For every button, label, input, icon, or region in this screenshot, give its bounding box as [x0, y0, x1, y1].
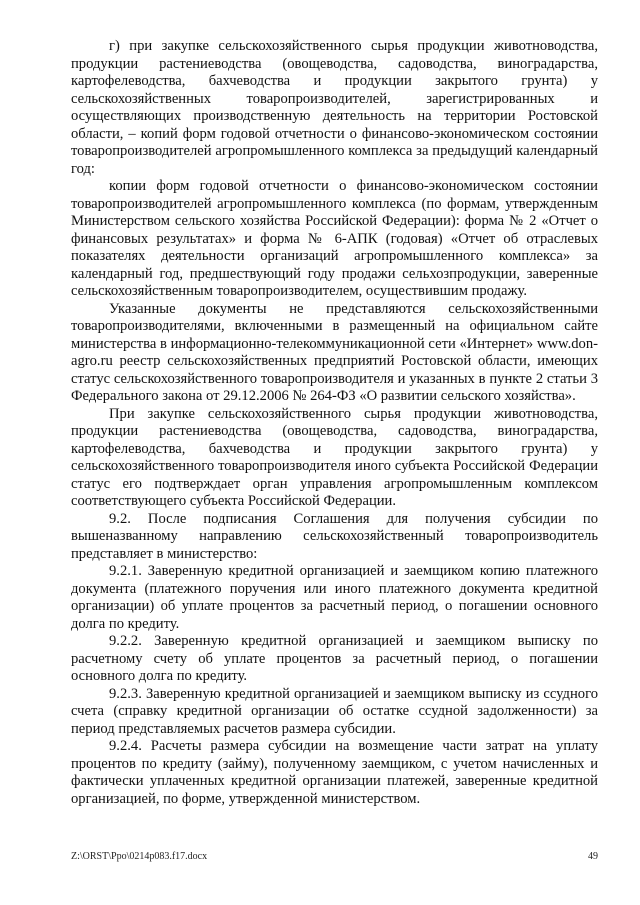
paragraph-other-region-status: При закупке сельскохозяйственного сырья продукции животноводства, продукции растениеводства (овощеводства, садоводства, виноградарства, картофелеводства, бахчеводства и продукции закрытого грунта) у сельскохозяйственного товаропроизводителя иного субъекта Российской Федерации статус его подтверждает орган управления агропромышленным комплексом соответствующего субъекта Российской Федерации. [71, 405, 598, 509]
paragraph-subitem-g: г) при закупке сельскохозяйственного сырья продукции животноводства, продукции растениеводства (овощеводства, садоводства, виноградарства, картофелеводства, бахчеводства и продукции закрытого грунта) у сельскохозяйственных товаропроизводителей, зарегистрированных и осуществляющих производственную деятельность на территории Ростовской области, – копий форм годовой отчетности о финансово-экономическом состоянии товаропроизводителей агропромышленного комплекса за предыдущий календарный год: [71, 38, 598, 177]
paragraph-9-2-3: 9.2.3. Заверенную кредитной организацией и заемщиком выписку из ссудного счета (справку кредитной организации об остатке ссудной задолженности) за период представляемых расчетов размера субсидии. [71, 685, 598, 737]
paragraph-9-2-4: 9.2.4. Расчеты размера субсидии на возмещение части затрат на уплату процентов по кредиту (займу), полученному заемщиком, с учетом начисленных и фактически уплаченных кредитной организации платежей, заверенные кредитной организацией, по форме, утвержденной министерством. [71, 738, 598, 807]
paragraph-9-2: 9.2. После подписания Соглашения для получения субсидии по вышеназванному направлению сельскохозяйственный товаропроизводитель представляет в министерство: [71, 510, 598, 562]
footer-file-path: Z:\ORST\Ppo\0214p083.f17.docx [71, 851, 208, 862]
paragraph-9-2-2: 9.2.2. Заверенную кредитной организацией и заемщиком выписку по расчетному счету об уплате процентов за расчетный период, о погашении основного долга по кредиту. [71, 633, 598, 684]
paragraph-9-2-1: 9.2.1. Заверенную кредитной организацией и заемщиком копию платежного документа (платежного поручения или иного платежного документа кредитной организации) об уплате процентов за расчетный период, о погашении основного долга по кредиту. [71, 563, 598, 632]
paragraph-registry-exemption: Указанные документы не представляются сельскохозяйственными товаропроизводителями, включенными в размещенный на официальном сайте министерства в информационно-телекоммуникационной сети «Интернет» www.don-agro.ru реестр сельскохозяйственных предприятий Ростовской области, имеющих статус сельскохозяйственного товаропроизводителя и указанных в пункте 2 статьи 3 Федерального закона от 29.12.2006 № 264-ФЗ «О развитии сельского хозяйства». [71, 300, 598, 404]
page-number: 49 [588, 851, 598, 862]
paragraph-report-forms: копии форм годовой отчетности о финансово-экономическом состоянии товаропроизводителей агропромышленного комплекса (по формам, утвержденным Министерством сельского хозяйства Российской Федерации): форма № 2 «Отчет о финансовых результатах» и форма № 6-АПК (годовая) «Отчет об отраслевых показателях деятельности организаций агропромышленного комплекса» за календарный год, предшествующий году продажи сельхозпродукции, заверенные сельскохозяйственным товаропроизводителем, осуществившим продажу. [71, 178, 598, 299]
document-body [71, 38, 598, 808]
